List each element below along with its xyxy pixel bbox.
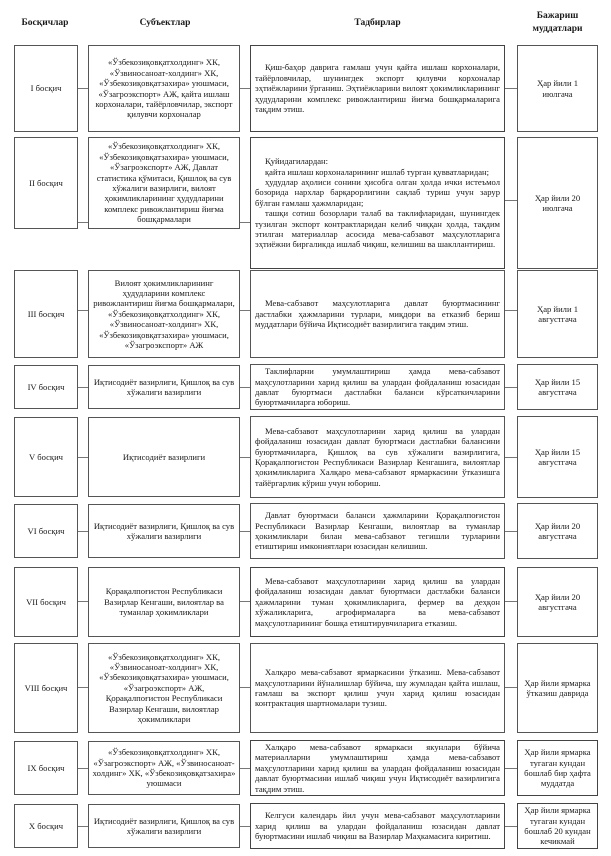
connector-line xyxy=(240,88,250,89)
connector-line xyxy=(505,310,517,311)
connector-line xyxy=(505,387,517,388)
subjects-text: Иқтисодиёт вазирлиги, Қишлоқ ва сув хўжалиги вазирлиги xyxy=(93,520,235,541)
stage-label: X босқич xyxy=(28,820,64,831)
column-header-deadlines: Бажариш муддатлари xyxy=(532,11,583,34)
stage-box xyxy=(14,365,78,409)
connector-line xyxy=(78,310,88,311)
subjects-text: «Ўзбекозиқовқатхолдинг» ХК, «Ўзагроэкспорт» АЖ, «Ўзвиносаноат-холдинг» ХК, «Ўзбекозиқовқатзахира» уюшмаси xyxy=(92,747,236,789)
stage-box xyxy=(14,137,78,229)
connector-line xyxy=(505,200,517,201)
actions-text: Халқаро мева-сабзавот ярмаркасини ўтказиш. Мева-сабзавот маҳсулотларини йўналишлар бўйича, шу жумладан қайта ишлаш, ғамлаш ва экспорт қилиш учун харид қилиш юзасидан контрактация шартномалари тузиш. xyxy=(255,667,500,709)
deadline-box xyxy=(517,803,598,849)
actions-text: Қуйидагилардан: xyxy=(265,156,328,167)
connector-line xyxy=(78,387,88,388)
deadline-text: Ҳар йили 20 июлгача xyxy=(534,192,581,213)
stage-label: IV босқич xyxy=(27,381,65,392)
actions-text: Мева-сабзавот маҳсулотларига давлат буюртмасининг дастлабки ҳажмларини турлари, миқдори ва етказиб бериш муддатлари бўйича Иқтисодиёт вазирлигига тақдим этиш. xyxy=(255,298,500,330)
subjects-text: Иқтисодиёт вазирлиги, Қишлоқ ва сув хўжалиги вазирлиги xyxy=(93,815,235,836)
stage-box xyxy=(14,270,78,358)
deadline-text: Ҳар йили ярмарка тугаган кундан бошлаб бир ҳафта муддатда xyxy=(524,747,591,789)
actions-box xyxy=(250,643,505,733)
stage-box xyxy=(14,741,78,795)
deadline-box xyxy=(517,643,598,733)
actions-text: Қиш-баҳор даврига ғамлаш учун қайта ишлаш корхоналари, тайёрловчилар, шунингдек экспорт қилувчи корхоналар эҳтиёжларини ўрганиш. Эҳтиёжларини вилоят ҳокимликларининг ҳудудларини комплекс ривожлантириш йиғма бошқармаларига тақдим этиш. xyxy=(255,62,500,115)
actions-box xyxy=(250,567,505,637)
connector-line xyxy=(240,768,250,769)
connector-line xyxy=(240,531,250,532)
deadline-box xyxy=(517,45,598,132)
connector-line xyxy=(240,826,250,827)
actions-text: қайта ишлаш корхоналарининг ишлаб турган қувватларидан; xyxy=(265,166,489,177)
stage-box xyxy=(14,804,78,848)
connector-line xyxy=(78,531,88,532)
connector-line xyxy=(78,88,88,89)
stage-box xyxy=(14,45,78,132)
subjects-box xyxy=(88,137,240,229)
actions-box xyxy=(250,364,505,410)
actions-text: Давлат буюртмаси баланси ҳажмларини Қорақалпоғистон Республикаси Вазирлар Кенгаши, вилоятлар ва туманлар ҳокимликлари билан мева-сабзавот тегишли турларини етиштириш имкониятлари юзасидан келишиш. xyxy=(255,510,500,552)
stage-label: IX босқич xyxy=(27,762,65,773)
stage-label: VI босқич xyxy=(27,525,65,536)
subjects-text: Иқтисодиёт вазирлиги xyxy=(122,451,206,462)
subjects-text: «Ўзбекозиқовқатхолдинг» ХК, «Ўзвиносаноат-холдинг» ХК, «Ўзбекозиқовқатзахира» уюшмаси, «Ўзагроэкспорт» АЖ, қайта ишлаш корхоналари, тайёрловчилар, экспорт қилувчи корхоналар xyxy=(95,57,233,120)
connector-line xyxy=(505,457,517,458)
connector-line xyxy=(240,687,250,688)
deadline-text: Ҳар йили 15 августгача xyxy=(534,446,581,467)
subjects-box xyxy=(88,643,240,733)
connector-line xyxy=(78,687,88,688)
deadline-text: Ҳар йили ярмарка тугаган кундан бошлаб 20 кундан кечикмай xyxy=(524,805,591,847)
connector-line xyxy=(78,826,88,827)
stage-label: III босқич xyxy=(27,308,65,319)
stage-label: V босқич xyxy=(29,451,63,462)
actions-box xyxy=(250,416,505,498)
subjects-box xyxy=(88,741,240,795)
stage-label: VIII босқич xyxy=(24,682,68,693)
connector-line xyxy=(240,387,250,388)
stage-box xyxy=(14,417,78,497)
actions-box xyxy=(250,45,505,132)
stage-label: VII босқич xyxy=(26,596,66,607)
actions-box xyxy=(250,503,505,559)
stage-label: I босқич xyxy=(30,83,62,94)
connector-line xyxy=(240,457,250,458)
connector-line xyxy=(505,687,517,688)
deadline-text: Ҳар йили ярмарка ўтказиш даврида xyxy=(524,677,591,698)
connector-line xyxy=(78,601,88,602)
column-header-subjects: Субъектлар xyxy=(139,18,191,28)
connector-line xyxy=(505,88,517,89)
actions-box xyxy=(250,803,505,849)
actions-text: ташқи сотиш бозорлари талаб ва таклифларидан, шунингдек тузилган экспорт контрактларидан келиб чиққан ҳолда, тақдим этилган материаллар асосида мева-сабзавот маҳсулотларига эҳтиёжни биргаликда ишлаб чиқиш, келишиш ва шакллантириш. xyxy=(255,208,500,250)
connector-line xyxy=(505,601,517,602)
connector-line xyxy=(505,768,517,769)
deadline-text: Ҳар йили 1 июлгача xyxy=(537,78,578,99)
connector-line xyxy=(78,768,88,769)
stage-box xyxy=(14,504,78,558)
column-header-stages: Босқичлар xyxy=(21,18,69,28)
deadline-box xyxy=(517,567,598,637)
subjects-text: Иқтисодиёт вазирлиги, Қишлоқ ва сув хўжалиги вазирлиги xyxy=(93,376,235,397)
deadline-box xyxy=(517,740,598,796)
deadline-box xyxy=(517,270,598,358)
subjects-box xyxy=(88,270,240,358)
connector-line xyxy=(78,222,88,223)
actions-text: ҳудудлар аҳолиси сонини ҳисобга олган ҳолда ички истеъмол бозорида нархлар барқарорлигини сақлаб туриш учун зарур бўлган ғамлаш ҳажмларидан; xyxy=(255,176,500,208)
subjects-box xyxy=(88,417,240,497)
subjects-text: Қорақалпоғистон Республикаси Вазирлар Кенгаши, вилоятлар ва туманлар ҳокимликлари xyxy=(104,586,224,618)
connector-line xyxy=(240,601,250,602)
actions-box xyxy=(250,270,505,358)
connector-line xyxy=(505,531,517,532)
connector-line xyxy=(505,826,517,827)
deadline-text: Ҳар йили 20 августгача xyxy=(534,520,581,541)
actions-box xyxy=(250,137,505,269)
deadline-text: Ҳар йили 20 августгача xyxy=(534,591,581,612)
deadline-box xyxy=(517,503,598,559)
subjects-text: «Ўзбекозиқовқатхолдинг» ХК, «Ўзвиносаноат-холдинг» ХК, «Ўзбекозиқовқатзахира» уюшмаси, «Ўзагроэкспорт» АЖ, Қорақалпоғистон Республикаси Вазирлар Кенгаши, вилоятлар ҳокимликлари xyxy=(99,651,229,725)
column-header-actions: Тадбирлар xyxy=(354,18,401,28)
actions-text: Мева-сабзавот маҳсулотларини харид қилиш ва улардан фойдаланиш юзасидан давлат буюртмаси дастлабки балансини буюртмачиларга, Қишлоқ ва сув хўжалиги вазирлигига, Қорақалпоғистон Республикаси Вазирлар Кенгашига, вилоятлар ҳокимликларига Халқаро мева-сабзавот ярмаркасини ўтказишга тайёргарлик кўриш учун юбориш. xyxy=(255,425,500,488)
actions-text: Келгуси календарь йил учун мева-сабзавот маҳсулотларини харид қилиш ва улардан фойдаланиш юзасидан давлат буюртмасини ишлаб чиқиш ва Вазирлар Маҳкамасига киритиш. xyxy=(255,810,500,842)
subjects-box xyxy=(88,504,240,558)
actions-box xyxy=(250,740,505,796)
stage-label: II босқич xyxy=(29,177,63,188)
deadline-text: Ҳар йили 1 августгача xyxy=(537,303,578,324)
deadline-box xyxy=(517,137,598,269)
connector-line xyxy=(240,310,250,311)
subjects-box xyxy=(88,567,240,637)
deadline-box xyxy=(517,364,598,410)
actions-text: Мева-сабзавот маҳсулотларини харид қилиш ва улардан фойдаланиш юзасидан давлат буюртмаси дастлабки баланси ҳажмларини туман ҳокимликларига, фермер ва деҳқон хўжаликларига, агрофирмаларга ва мева-сабзавот маҳсулотларининг бошқа етиштирувчиларига етказиш. xyxy=(255,575,500,628)
subjects-box xyxy=(88,804,240,848)
connector-line xyxy=(78,457,88,458)
stage-box xyxy=(14,643,78,733)
deadline-box xyxy=(517,416,598,498)
deadline-text: Ҳар йили 15 августгача xyxy=(534,376,581,397)
connector-line xyxy=(240,222,250,223)
actions-text: Таклифларни умумлаштириш ҳамда мева-сабзавот маҳсулотларини харид қилиш ва улардан фойдаланиш юзасидан давлат буюртмаси дастлабки баланси кўрсаткичларини буюртмачиларга юбориш. xyxy=(255,366,500,408)
actions-text: Халқаро мева-сабзавот ярмаркаси якунлари бўйича материалларни умумлаштириш ҳамда мева-сабзавот маҳсулотларини харид қилиш ва улардан фойдаланиш юзасидан давлат буюртмасини ишлаб чиқиш учун Иқтисодиёт вазирлигига тақдим этиш. xyxy=(255,741,500,794)
subjects-text: «Ўзбекозиқовқатхолдинг» ХК, «Ўзбекозиқовқатзахира» уюшмаси, «Ўзагроэкспорт» АЖ, Давлат статистика қўмитаси, Қишлоқ ва сув хўжалиги вазирлиги, вилоят ҳокимликларининг ҳудудларини комплекс ривожлантириш йиғма бошқармалари xyxy=(96,141,232,225)
subjects-box xyxy=(88,365,240,409)
stage-box xyxy=(14,567,78,637)
subjects-text: Вилоят ҳокимликларининг ҳудудларини комплекс ривожлантириш йиғма бошқармалари, «Ўзбекозиқовқатхолдинг» ХК, «Ўзвиносаноат-холдинг» ХК, «Ўзбекозиқовқатзахира» уюшмаси, «Ўзагроэкспорт» АЖ xyxy=(93,277,235,351)
subjects-box xyxy=(88,45,240,132)
